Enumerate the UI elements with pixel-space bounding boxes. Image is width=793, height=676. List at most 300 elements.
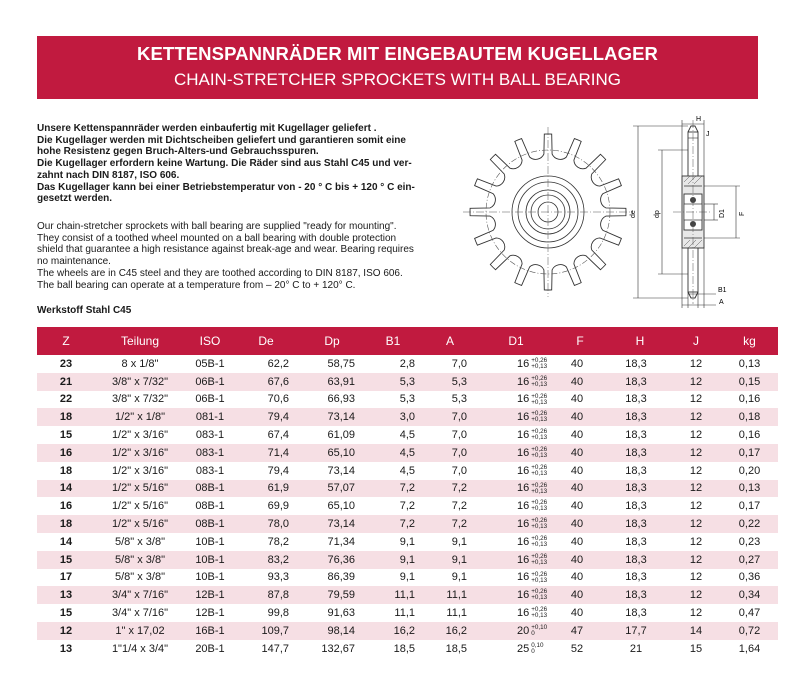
column-header: F (551, 327, 609, 355)
cell-teilung: 1/2" x 3/16" (111, 464, 169, 477)
d1-tolerance (531, 607, 547, 619)
cell-b1: 4,5 (399, 464, 415, 477)
dim-label-de: de (630, 210, 637, 218)
cell-iso: 12B-1 (185, 586, 235, 604)
cell-f: 40 (570, 500, 584, 513)
cell-kg: 0,16 (738, 393, 761, 406)
cell-iso: 08B-1 (185, 515, 235, 533)
cell-f: 40 (570, 429, 584, 442)
d1-tolerance (531, 465, 547, 477)
d1-tolerance (531, 625, 547, 637)
cell-teilung: 1" x 17,02 (95, 622, 185, 640)
column-header: kg (721, 327, 778, 355)
cell-de: 87,8 (235, 586, 297, 604)
cell-j: 15 (689, 642, 703, 655)
cell-b1: 4,5 (367, 444, 419, 462)
cell-de: 62,2 (267, 357, 289, 370)
dim-label-dp: dp (654, 210, 661, 218)
cell-d1 (481, 569, 551, 587)
cell-iso: 083-1 (185, 444, 235, 462)
d1-value: 25 (517, 642, 530, 655)
table-row (37, 462, 778, 480)
cell-teilung: 1/2" x 5/16" (111, 500, 169, 513)
cell-de: 99,8 (267, 607, 289, 620)
cell-teilung: 1/2" x 5/16" (95, 480, 185, 498)
cell-z: 15 (59, 429, 73, 442)
cell-h: 18,3 (625, 393, 647, 406)
d1-tolerance (531, 376, 547, 388)
cell-d1 (481, 497, 551, 515)
cell-dp: 79,59 (297, 586, 367, 604)
cell-iso: 16B-1 (185, 622, 235, 640)
cell-iso: 06B-1 (195, 393, 225, 406)
table-row (37, 569, 778, 587)
cell-h: 18,3 (609, 515, 671, 533)
cell-b1: 5,3 (399, 393, 415, 406)
tolerance-upper: +0,26 (531, 356, 548, 364)
cell-j: 12 (689, 571, 703, 584)
cell-teilung: 1/2" x 1/8" (95, 408, 185, 426)
cell-z: 18 (59, 464, 73, 477)
cell-a: 18,5 (445, 642, 467, 655)
description-line: The wheels are in C45 steel and they are toothed according to DIN 8187, ISO 606. (37, 267, 403, 279)
cell-h: 18,3 (625, 500, 647, 513)
cell-teilung: 8 x 1/8" (121, 357, 159, 370)
sprocket-side-view (673, 120, 710, 304)
tolerance-upper: +0,26 (531, 552, 548, 560)
description-line: hohe Resistenz gegen Bruch-Alters-und Gebrauchsspuren. (37, 146, 319, 158)
cell-a: 9,1 (419, 551, 481, 569)
cell-iso: 083-1 (195, 464, 225, 477)
column-header: Teilung (95, 327, 185, 355)
cell-f: 40 (551, 480, 609, 498)
cell-j: 12 (671, 515, 721, 533)
cell-j: 12 (671, 373, 721, 391)
table-header-row (37, 327, 778, 355)
cell-h: 18,3 (609, 480, 671, 498)
cell-j: 12 (689, 464, 703, 477)
cell-f: 40 (570, 535, 584, 548)
cell-h: 18,3 (609, 373, 671, 391)
cell-dp: 66,93 (327, 393, 355, 406)
tolerance-lower: +0,13 (531, 451, 548, 459)
cell-teilung: 1"1/4 x 3/4" (111, 642, 169, 655)
cell-z: 18 (37, 515, 95, 533)
cell-dp: 73,14 (297, 408, 367, 426)
title-banner (37, 36, 758, 99)
cell-b1: 16,2 (367, 622, 419, 640)
table-row (37, 391, 778, 409)
table-row (37, 426, 778, 444)
cell-teilung: 3/8" x 7/32" (111, 393, 169, 406)
cell-f: 40 (570, 357, 584, 370)
cell-dp: 73,14 (297, 515, 367, 533)
column-header: B1 (367, 327, 419, 355)
cell-a: 11,1 (419, 586, 481, 604)
d1-value: 20 (517, 624, 530, 637)
cell-d1 (481, 373, 551, 391)
cell-h: 18,3 (609, 408, 671, 426)
tolerance-upper: +0,26 (531, 410, 548, 418)
cell-de: 70,6 (267, 393, 289, 406)
cell-j: 12 (689, 535, 703, 548)
cell-de: 147,7 (261, 642, 289, 655)
cell-b1: 9,1 (399, 571, 415, 584)
cell-kg: 0,36 (738, 571, 761, 584)
cell-d1 (481, 462, 551, 480)
cell-j: 12 (689, 607, 703, 620)
cell-a: 11,1 (446, 607, 467, 620)
cell-kg: 0,27 (721, 551, 778, 569)
cell-a: 7,0 (451, 464, 467, 477)
column-header: D1 (481, 327, 551, 355)
cell-de: 79,4 (267, 464, 289, 477)
d1-value: 16 (517, 393, 530, 406)
cell-teilung: 3/4" x 7/16" (111, 607, 169, 620)
cell-teilung: 1/2" x 3/16" (95, 444, 185, 462)
tolerance-upper: +0,26 (531, 445, 548, 453)
cell-f: 47 (551, 622, 609, 640)
cell-de: 83,2 (235, 551, 297, 569)
title-german: KETTENSPANNRÄDER MIT EINGEBAUTEM KUGELLAGER (137, 43, 658, 64)
cell-z: 14 (59, 535, 73, 548)
cell-z: 17 (59, 571, 73, 584)
table-row (37, 640, 778, 658)
technical-drawing (448, 112, 768, 312)
description-line: They consist of a toothed wheel mounted on a ball bearing with double protection (37, 232, 397, 244)
cell-h: 18,3 (609, 444, 671, 462)
description-english (37, 221, 437, 291)
cell-teilung: 3/8" x 7/32" (95, 373, 185, 391)
cell-kg: 0,13 (738, 357, 761, 370)
cell-a: 16,2 (419, 622, 481, 640)
sprocket-front-view (463, 127, 633, 297)
d1-value: 16 (517, 357, 530, 370)
dim-label-a: A (719, 299, 724, 306)
tolerance-upper: +0,26 (531, 463, 548, 471)
tolerance-upper: +0,26 (531, 392, 548, 400)
cell-kg: 0,17 (738, 500, 761, 513)
cell-de: 61,9 (235, 480, 297, 498)
cell-b1: 11,1 (367, 586, 419, 604)
cell-f: 40 (570, 607, 584, 620)
cell-d1 (481, 480, 551, 498)
cell-z: 21 (37, 373, 95, 391)
cell-dp: 57,07 (297, 480, 367, 498)
cell-iso: 10B-1 (195, 571, 225, 584)
cell-f: 40 (551, 444, 609, 462)
table-body (37, 355, 778, 658)
cell-kg: 0,23 (738, 535, 761, 548)
description-line: Die Kugellager werden mit Dichtscheiben geliefert und garantieren somit eine (37, 134, 406, 146)
cell-iso: 083-1 (195, 429, 225, 442)
cell-dp: 65,10 (297, 444, 367, 462)
cell-b1: 18,5 (393, 642, 415, 655)
d1-value: 16 (517, 482, 530, 495)
cell-a: 7,0 (419, 408, 481, 426)
tolerance-upper: +0,26 (531, 588, 548, 596)
description-line: zahnt nach DIN 8187, ISO 606. (37, 169, 180, 181)
cell-kg: 0,13 (721, 480, 778, 498)
cell-a: 7,0 (451, 357, 467, 370)
cell-a: 7,0 (451, 429, 467, 442)
table-row (37, 622, 778, 640)
tolerance-lower: +0,13 (531, 558, 548, 566)
cell-h: 18,3 (625, 535, 647, 548)
cell-kg: 0,18 (721, 408, 778, 426)
cell-d1 (481, 551, 551, 569)
tolerance-lower: 0 (531, 629, 535, 637)
cell-a: 7,0 (419, 444, 481, 462)
d1-value: 16 (517, 464, 530, 477)
cell-dp: 73,14 (327, 464, 355, 477)
cell-d1 (481, 515, 551, 533)
d1-tolerance (531, 358, 547, 370)
cell-z: 13 (37, 586, 95, 604)
tolerance-lower: +0,13 (531, 434, 548, 442)
cell-iso: 10B-1 (195, 535, 225, 548)
tolerance-lower: 0 (531, 647, 535, 655)
cell-b1: 9,1 (367, 551, 419, 569)
tolerance-upper: +0,26 (531, 481, 548, 489)
cell-f: 40 (570, 393, 584, 406)
cell-b1: 11,1 (394, 607, 415, 620)
cell-iso: 10B-1 (185, 551, 235, 569)
table-row (37, 444, 778, 462)
tolerance-upper: +0,26 (531, 606, 548, 614)
cell-j: 12 (689, 500, 703, 513)
d1-value: 16 (517, 535, 530, 548)
d1-tolerance (531, 572, 547, 584)
tolerance-lower: +0,13 (531, 612, 548, 620)
tolerance-upper: +0,26 (531, 428, 548, 436)
tolerance-upper: +0,26 (531, 499, 548, 507)
cell-b1: 7,2 (367, 480, 419, 498)
cell-de: 109,7 (235, 622, 297, 640)
column-header: Dp (297, 327, 367, 355)
d1-tolerance (531, 500, 547, 512)
description-line: Die Kugellager erfordern keine Wartung. Die Räder sind aus Stahl C45 und ver- (37, 158, 412, 170)
cell-f: 52 (570, 642, 584, 655)
cell-dp: 65,10 (327, 500, 355, 513)
cell-teilung: 5/8" x 3/8" (95, 551, 185, 569)
description-line: The ball bearing can operate at a temperature from – 20° C to + 120° C. (37, 279, 356, 291)
d1-tolerance (531, 589, 547, 601)
tolerance-upper: +0,26 (531, 517, 548, 525)
tolerance-lower: +0,13 (531, 398, 548, 406)
cell-z: 14 (37, 480, 95, 498)
cell-kg: 0,47 (738, 607, 761, 620)
cell-a: 7,2 (419, 515, 481, 533)
cell-iso: 12B-1 (195, 607, 225, 620)
tolerance-upper: 0,10 (531, 641, 544, 649)
cell-z: 12 (37, 622, 95, 640)
cell-de: 67,6 (235, 373, 297, 391)
d1-tolerance (531, 447, 547, 459)
tolerance-lower: +0,13 (531, 380, 548, 388)
cell-d1 (481, 604, 551, 622)
cell-j: 12 (689, 357, 703, 370)
cell-teilung: 1/2" x 3/16" (111, 429, 169, 442)
cell-b1: 7,2 (399, 500, 415, 513)
cell-z: 18 (37, 408, 95, 426)
cell-j: 12 (671, 480, 721, 498)
cell-h: 18,3 (609, 586, 671, 604)
table-row (37, 373, 778, 391)
cell-j: 14 (671, 622, 721, 640)
cell-z: 13 (59, 642, 73, 655)
cell-kg: 0,22 (721, 515, 778, 533)
cell-d1 (481, 444, 551, 462)
description-line: no maintenance. (37, 256, 111, 268)
cell-h: 18,3 (625, 464, 647, 477)
d1-value: 16 (517, 429, 530, 442)
cell-kg: 1,64 (738, 642, 761, 655)
cell-f: 40 (551, 551, 609, 569)
cell-d1 (481, 408, 551, 426)
d1-tolerance (531, 429, 547, 441)
d1-tolerance (531, 483, 547, 495)
cell-f: 40 (570, 464, 584, 477)
table-row (37, 604, 778, 622)
table-row (37, 480, 778, 498)
cell-j: 12 (689, 393, 703, 406)
tolerance-lower: +0,13 (531, 505, 548, 513)
cell-z: 15 (59, 607, 73, 620)
column-header: De (235, 327, 297, 355)
tolerance-upper: +0,10 (531, 623, 548, 631)
table-row (37, 515, 778, 533)
d1-value: 16 (517, 571, 530, 584)
table-row (37, 408, 778, 426)
cell-de: 78,2 (267, 535, 289, 548)
cell-teilung: 3/4" x 7/16" (95, 586, 185, 604)
description-line: Our chain-stretcher sprockets with ball bearing are supplied "ready for mounting". (37, 221, 397, 232)
cell-a: 7,2 (451, 500, 467, 513)
tolerance-lower: +0,13 (531, 416, 548, 424)
cell-a: 5,3 (419, 373, 481, 391)
cell-teilung: 5/8" x 3/8" (114, 535, 165, 548)
dim-label-h: H (696, 116, 702, 123)
cell-j: 12 (671, 586, 721, 604)
cell-h: 18,3 (625, 607, 647, 620)
cell-d1 (481, 622, 551, 640)
title-english: CHAIN-STRETCHER SPROCKETS WITH BALL BEARING (173, 70, 622, 89)
cell-z: 22 (59, 393, 73, 406)
cell-teilung: 1/2" x 5/16" (95, 515, 185, 533)
d1-tolerance (531, 394, 547, 406)
cell-dp: 98,14 (297, 622, 367, 640)
description-line: gesetzt werden. (37, 193, 113, 205)
column-header: J (671, 327, 721, 355)
d1-tolerance (531, 518, 547, 530)
cell-h: 17,7 (609, 622, 671, 640)
cell-h: 18,3 (625, 571, 647, 584)
column-header: H (609, 327, 671, 355)
d1-value: 16 (517, 607, 530, 619)
tolerance-lower: +0,13 (531, 594, 548, 602)
d1-tolerance (531, 411, 547, 423)
dim-label-d1: D1 (719, 209, 726, 218)
description-line: Das Kugellager kann bei einer Betriebstemperatur von - 20 ° C bis + 120 ° C ein- (37, 181, 415, 193)
cell-d1 (481, 426, 551, 444)
cell-b1: 5,3 (367, 373, 419, 391)
cell-teilung: 5/8" x 3/8" (114, 571, 165, 584)
cell-z: 16 (59, 500, 73, 513)
cell-d1 (481, 355, 551, 373)
tolerance-upper: +0,26 (531, 534, 548, 542)
table-row (37, 533, 778, 551)
cell-dp: 132,67 (321, 642, 355, 655)
cell-b1: 3,0 (367, 408, 419, 426)
spec-table (37, 327, 778, 658)
cell-f: 40 (551, 408, 609, 426)
tolerance-lower: +0,13 (531, 362, 548, 370)
tolerance-upper: +0,26 (531, 374, 548, 382)
cell-dp: 76,36 (297, 551, 367, 569)
cell-iso: 20B-1 (195, 642, 225, 655)
cell-de: 69,9 (267, 500, 289, 513)
cell-d1 (481, 533, 551, 551)
table-row (37, 586, 778, 604)
cell-de: 78,0 (235, 515, 297, 533)
tolerance-lower: +0,13 (531, 469, 548, 477)
cell-d1 (481, 640, 551, 658)
cell-f: 40 (551, 586, 609, 604)
tolerance-lower: +0,13 (531, 523, 548, 531)
d1-value: 16 (517, 500, 530, 513)
cell-dp: 86,39 (327, 571, 355, 584)
cell-de: 67,4 (267, 429, 289, 442)
cell-dp: 63,91 (297, 373, 367, 391)
cell-kg: 0,15 (721, 373, 778, 391)
cell-dp: 61,09 (327, 429, 355, 442)
cell-a: 7,2 (419, 480, 481, 498)
column-header: Z (37, 327, 95, 355)
cell-de: 93,3 (267, 571, 289, 584)
description-line: shield that guarantee a high resistance against break-age and wear. Bearing requires (37, 244, 414, 256)
cell-z: 16 (37, 444, 95, 462)
cell-kg: 0,16 (738, 429, 761, 442)
table-row (37, 551, 778, 569)
dim-label-j: J (706, 131, 710, 138)
cell-b1: 2,8 (399, 357, 415, 370)
cell-j: 12 (671, 551, 721, 569)
cell-j: 12 (689, 429, 703, 442)
d1-value: 16 (517, 446, 530, 459)
cell-f: 40 (551, 373, 609, 391)
d1-tolerance (531, 643, 543, 655)
d1-tolerance (531, 536, 547, 548)
cell-a: 5,3 (451, 393, 467, 406)
cell-f: 40 (570, 571, 584, 584)
cell-b1: 4,5 (399, 429, 415, 442)
cell-h: 21 (629, 642, 643, 655)
cell-kg: 0,72 (721, 622, 778, 640)
cell-b1: 7,2 (367, 515, 419, 533)
cell-dp: 58,75 (327, 357, 355, 370)
cell-z: 23 (59, 357, 73, 370)
d1-value: 16 (517, 375, 530, 388)
cell-j: 12 (671, 444, 721, 462)
cell-kg: 0,20 (738, 464, 761, 477)
cell-de: 71,4 (235, 444, 297, 462)
d1-value: 16 (517, 518, 530, 531)
cell-z: 15 (37, 551, 95, 569)
cell-j: 12 (671, 408, 721, 426)
cell-d1 (481, 586, 551, 604)
material-label: Werkstoff Stahl C45 (37, 305, 132, 316)
